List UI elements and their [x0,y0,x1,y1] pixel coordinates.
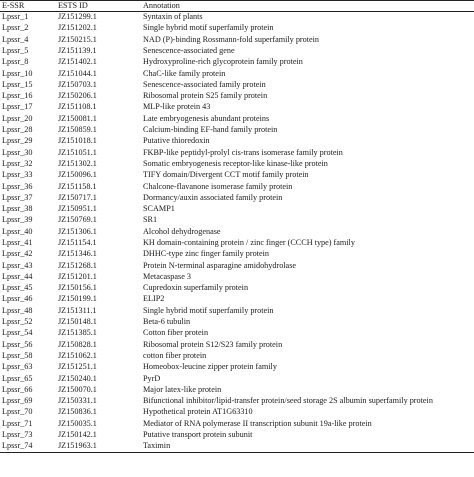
cell-essr: Lpssr_29 [2,136,33,146]
header-essr: E-SSR [0,1,56,12]
cell-annotation: Somatic embryogenesis receptor-like kinase-like protein [143,158,328,168]
cell-annotation: Major latex-like protein [143,384,222,394]
cell-ests-id: JZ150035.1 [58,418,97,428]
cell-annotation: Senescence-associated gene [143,45,235,55]
cell-essr: Lpssr_65 [2,373,33,383]
table-row [0,34,474,45]
cell-ests-id: JZ150206.1 [58,91,97,101]
cell-annotation: TIFY domain/Divergent CCT motif family protein [143,170,309,180]
cell-ests-id: JZ151051.1 [58,147,97,157]
table-row [0,249,474,260]
cell-essr: Lpssr_74 [0,441,56,452]
cell-annotation: Beta-6 tubulin [143,317,191,327]
cell-ests-id: JZ151062.1 [58,350,97,360]
cell-annotation: PyrD [143,373,161,383]
cell-ests-id: JZ151302.1 [58,158,97,168]
cell-annotation: Senescence-associated family protein [143,79,266,89]
cell-annotation: Homeobox-leucine zipper protein family [143,362,277,372]
cell-annotation: Putative transport protein subunit [143,430,253,440]
cell-essr: Lpssr_70 [2,407,33,417]
table-row [0,45,474,56]
cell-annotation: Single hybrid motif superfamily protein [143,305,274,315]
table-row [0,339,474,350]
table-row [0,305,474,316]
table-row [0,260,474,271]
cell-annotation: SR1 [143,215,158,225]
header-ests-id: ESTS ID [56,1,141,12]
cell-essr: Lpssr_17 [2,102,33,112]
cell-annotation: Mediator of RNA polymerase II transcription subunit 19a-like protein [143,418,372,428]
cell-ests-id: JZ150951.1 [58,204,97,214]
cell-essr: Lpssr_71 [2,418,33,428]
cell-essr: Lpssr_33 [2,170,33,180]
cell-annotation: Bifunctional inhibitor/lipid-transfer protein/seed storage 2S albumin superfamily protein [143,396,433,406]
table-row [0,181,474,192]
header-row [0,1,474,12]
cell-annotation: KH domain-containing protein / zinc finger (CCCH type) family [143,237,355,247]
cell-ests-id: JZ151963.1 [56,441,141,452]
table-row [0,124,474,135]
cell-ests-id: JZ150240.1 [58,373,97,383]
cell-ests-id: JZ151306.1 [58,226,97,236]
table-row [0,23,474,34]
cell-ests-id: JZ150096.1 [58,170,97,180]
cell-ests-id: JZ151385.1 [58,328,97,338]
cell-annotation: Protein N-terminal asparagine amidohydrolase [143,260,297,270]
cell-essr: Lpssr_40 [2,226,33,236]
cell-annotation: Chalcone-flavanone isomerase family protein [143,181,293,191]
cell-essr: Lpssr_32 [2,158,33,168]
table-row [0,192,474,203]
cell-essr: Lpssr_46 [2,294,33,304]
cell-essr: Lpssr_73 [2,430,33,440]
cell-annotation: FKBP-like peptidyl-prolyl cis-trans isomerase family protein [143,147,343,157]
cell-ests-id: JZ151154.1 [58,237,97,247]
cell-annotation: ChaC-like family protein [143,68,226,78]
cell-annotation: Cotton fiber protein [143,328,209,338]
table-row [0,384,474,395]
cell-annotation: Syntaxin of plants [143,12,203,22]
cell-essr: Lpssr_2 [2,23,29,33]
table-row [0,158,474,169]
cell-essr: Lpssr_63 [2,362,33,372]
cell-annotation: Dormancy/auxin associated family protein [143,192,283,202]
cell-essr: Lpssr_42 [2,249,33,259]
cell-annotation: DHHC-type zinc finger family protein [143,249,269,259]
cell-essr: Lpssr_20 [2,113,33,123]
table-row [0,328,474,339]
cell-essr: Lpssr_5 [2,45,29,55]
table-row [0,317,474,328]
cell-ests-id: JZ150836.1 [58,407,97,417]
table-row [0,136,474,147]
cell-ests-id: JZ151402.1 [58,57,97,67]
table-row [0,373,474,384]
cell-essr: Lpssr_39 [2,215,33,225]
cell-ests-id: JZ151108.1 [58,102,97,112]
cell-ests-id: JZ150828.1 [58,339,97,349]
cell-essr: Lpssr_41 [2,237,33,247]
cell-annotation: ELIP2 [143,294,165,304]
table-row [0,283,474,294]
cell-ests-id: JZ151139.1 [58,45,97,55]
table-row [0,102,474,113]
cell-ests-id: JZ150717.1 [58,192,97,202]
cell-essr: Lpssr_52 [2,317,33,327]
table-row [0,204,474,215]
cell-essr: Lpssr_45 [2,283,33,293]
cell-ests-id: JZ150199.1 [58,294,97,304]
cell-ests-id: JZ150142.1 [58,430,97,440]
cell-ests-id: JZ151201.1 [58,271,97,281]
cell-ests-id: JZ150703.1 [58,79,97,89]
table-row [0,418,474,429]
cell-annotation: MLP-like protein 43 [143,102,211,112]
cell-essr: Lpssr_48 [2,305,33,315]
table-body [0,12,474,453]
cell-annotation: Calcium-binding EF-hand family protein [143,125,278,135]
table-row [0,350,474,361]
cell-essr: Lpssr_56 [2,339,33,349]
cell-ests-id: JZ150859.1 [58,125,97,135]
table-row [0,362,474,373]
cell-essr: Lpssr_15 [2,79,33,89]
cell-essr: Lpssr_4 [2,34,29,44]
cell-ests-id: JZ150156.1 [58,283,97,293]
table-row [0,12,474,23]
cell-ests-id: JZ151346.1 [58,249,97,259]
cell-annotation: Single hybrid motif superfamily protein [143,23,274,33]
cell-essr: Lpssr_69 [2,396,33,406]
table-row [0,237,474,248]
cell-annotation: Metacaspase 3 [143,271,191,281]
table-row [0,170,474,181]
table-row [0,147,474,158]
cell-ests-id: JZ151268.1 [58,260,97,270]
cell-ests-id: JZ151158.1 [58,181,97,191]
cell-ests-id: JZ150769.1 [58,215,97,225]
cell-annotation: Hypothetical protein AT1G63310 [143,407,253,417]
cell-essr: Lpssr_8 [2,57,29,67]
table-row [0,407,474,418]
cell-essr: Lpssr_36 [2,181,33,191]
cell-ests-id: JZ151044.1 [58,68,97,78]
cell-ests-id: JZ150081.1 [58,113,97,123]
table-row [0,113,474,124]
cell-annotation: Ribosomal protein S12/S23 family protein [143,339,283,349]
cell-ests-id: JZ151202.1 [58,23,97,33]
cell-essr: Lpssr_54 [2,328,33,338]
cell-annotation: Putative thioredoxin [143,136,210,146]
cell-essr: Lpssr_44 [2,271,33,281]
table-row [0,79,474,90]
cell-essr: Lpssr_1 [2,12,29,22]
cell-ests-id: JZ150215.1 [58,34,97,44]
cell-annotation: Late embryogenesis abundant proteins [143,113,270,123]
cell-ests-id: JZ151311.1 [58,305,97,315]
cell-essr: Lpssr_37 [2,192,33,202]
cell-ests-id: JZ151251.1 [58,362,97,372]
table-row [0,57,474,68]
cell-annotation: Hydroxyproline-rich glycoprotein family protein [143,57,303,67]
cell-ests-id: JZ151299.1 [58,12,97,22]
cell-essr: Lpssr_28 [2,125,33,135]
table-row [0,429,474,440]
cell-annotation: NAD (P)-binding Rossmann-fold superfamily protein [143,34,320,44]
cell-essr: Lpssr_58 [2,350,33,360]
cell-annotation: Alcohol dehydrogenase [143,226,221,236]
cell-ests-id: JZ150148.1 [58,317,97,327]
table-row [0,271,474,282]
cell-annotation: Taximin [141,441,474,452]
table-row [0,226,474,237]
cell-ests-id: JZ150331.1 [58,396,97,406]
cell-essr: Lpssr_43 [2,260,33,270]
cell-ests-id: JZ151018.1 [58,136,97,146]
table-row [0,396,474,407]
table-row [0,91,474,102]
cell-annotation: SCAMP1 [143,204,175,214]
cell-ests-id: JZ150070.1 [58,384,97,394]
cell-annotation: cotton fiber protein [143,350,207,360]
cell-annotation: Cupredoxin superfamily protein [143,283,249,293]
table-row [0,294,474,305]
cell-essr: Lpssr_16 [2,91,33,101]
cell-essr: Lpssr_10 [2,68,33,78]
cell-essr: Lpssr_30 [2,147,33,157]
cell-annotation: Ribosomal protein S25 family protein [143,91,268,101]
table-row [0,215,474,226]
cell-essr: Lpssr_66 [2,384,33,394]
cell-essr: Lpssr_38 [2,204,33,214]
table-row [0,68,474,79]
table-row [0,441,474,452]
table-header [0,1,474,12]
header-annotation: Annotation [141,1,474,12]
